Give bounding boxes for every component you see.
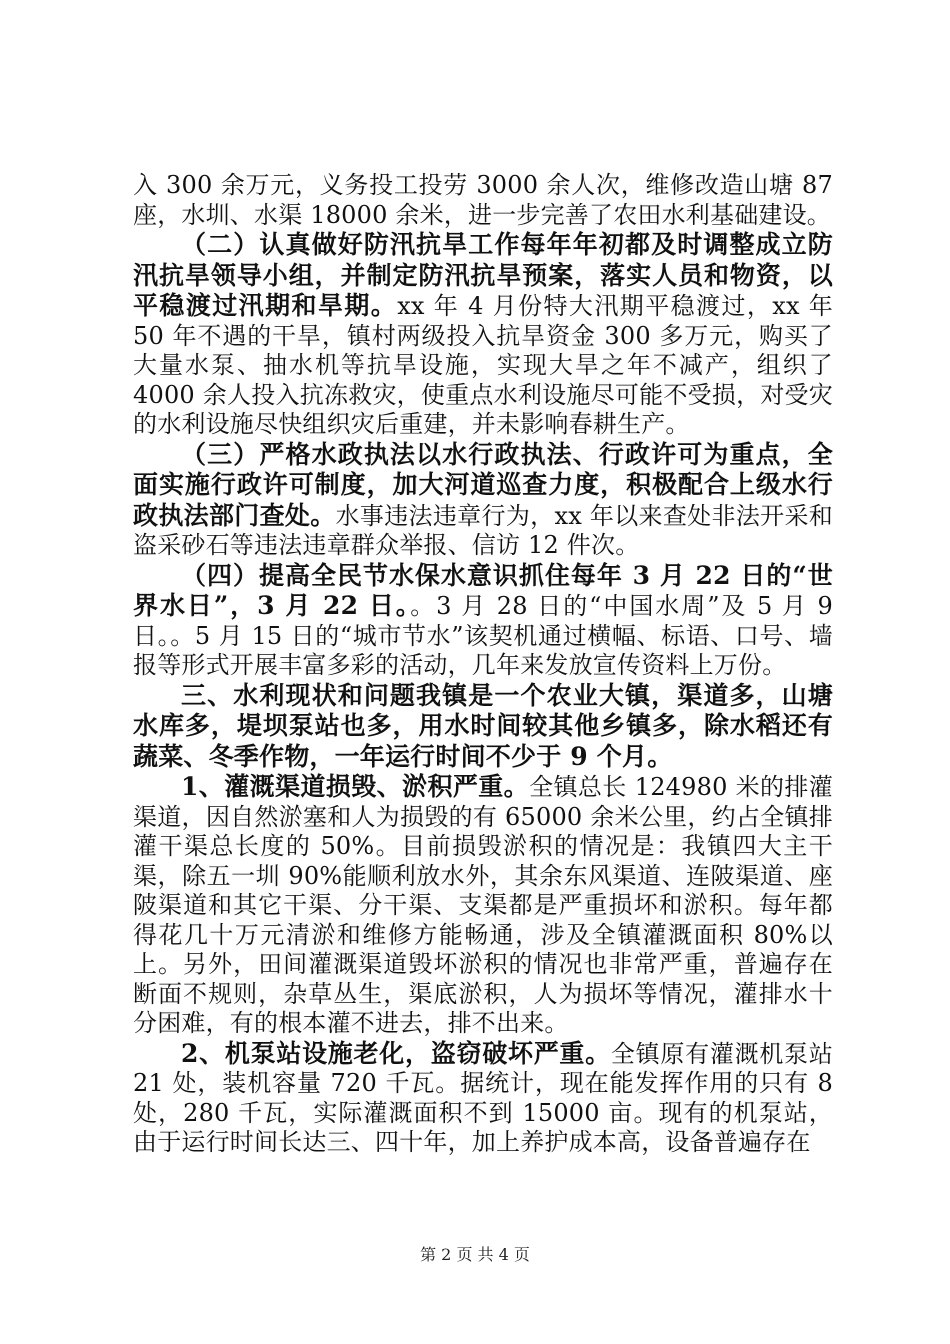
paragraph-7-heading: 2、机泵站设施老化，盗窃破坏严重。 <box>181 1038 611 1068</box>
paragraph-4-body: 。3 月 28 日的“中国水周”及 5 月 9 日。。5 月 15 日的“城市节水”该契机通过横幅、标语、口号、墙报等形式开展丰富多彩的活动，几年来发放宣传资料上万份。 <box>133 592 833 679</box>
paragraph-2-body: xx 年 4 月份特大汛期平稳渡过，xx 年 50 年不遇的干旱，镇村两级投入抗旱资金 300 多万元，购买了大量水泵、抽水机等抗旱设施，实现大旱之年不减产，组织了 4000 余人投入抗冻救灾，使重点水利设施尽可能不受损，对受灾的水利设施尽快组织灾后重建，并未影响春耕生产。 <box>133 292 833 438</box>
paragraph-2 <box>133 230 833 440</box>
paragraph-3-heading: （三）严格水政执法以水行政执法、行政许可为重点，全面实施行政许可制度，加大河道巡查力度，积极配合上级水行政执法部门查处。 <box>133 439 833 530</box>
paragraph-3-body: 水事违法违章行为，xx 年以来查处非法开采和盗采砂石等违法违章群众举报、信访 12 件次。 <box>133 501 833 559</box>
paragraph-1 <box>133 170 833 230</box>
paragraph-5 <box>133 681 833 773</box>
paragraph-6 <box>133 772 833 1039</box>
paragraph-7-body: 全镇原有灌溉机泵站 21 处，装机容量 720 千瓦。据统计，现在能发挥作用的只有 8 处，280 千瓦，实际灌溉面积不到 15000 亩。现有的机泵站，由于运行时间长达三、四十年，加上养护成本高，设备普遍存在 <box>133 1039 833 1156</box>
paragraph-5-heading: 三、水利现状和问题我镇是一个农业大镇，渠道多，山塘水库多，堤坝泵站也多，用水时间较其他乡镇多，除水稻还有蔬菜、冬季作物，一年运行时间不少于 9 个月。 <box>133 680 833 771</box>
paragraph-6-body: 全镇总长 124980 米的排灌渠道，因自然淤塞和人为损毁的有 65000 余米公里，约占全镇排灌干渠总长度的 50%。目前损毁淤积的情况是：我镇四大主干渠，除五一圳 90%能顺利放水外，其余东风渠道、连陂渠道、座陂渠道和其它干渠、分干渠、支渠都是严重损坏和淤积。每年都得花几十万元清淤和维修方能畅通，涉及全镇灌溉面积 80%以上。另外，田间灌溉渠道毁坏淤积的情况也非常严重，普遍存在断面不规则，杂草丛生，渠底淤积，人为损坏等情况，灌排水十分困难，有的根本灌不进去，排不出来。 <box>133 773 833 1037</box>
document-body <box>133 170 833 1158</box>
paragraph-3 <box>133 440 833 561</box>
paragraph-7 <box>133 1039 833 1158</box>
paragraph-6-heading: 1、灌溉渠道损毁、淤积严重。 <box>181 772 530 801</box>
paragraph-4-heading: （四）提高全民节水保水意识抓住每年 3 月 22 日的“世界水日”，3 月 22 日。 <box>133 560 833 620</box>
paragraph-2-heading: （二）认真做好防汛抗旱工作每年年初都及时调整成立防汛抗旱领导小组，并制定防汛抗旱预案，落实人员和物资，以平稳渡过汛期和旱期。 <box>133 230 833 320</box>
paragraph-1-body: 入 300 余万元，义务投工投劳 3000 余人次，维修改造山塘 87 座，水圳、水渠 18000 余米，进一步完善了农田水利基础建设。 <box>133 171 833 229</box>
page-number-footer: 第 2 页 共 4 页 <box>420 1245 530 1264</box>
paragraph-4 <box>133 561 833 681</box>
